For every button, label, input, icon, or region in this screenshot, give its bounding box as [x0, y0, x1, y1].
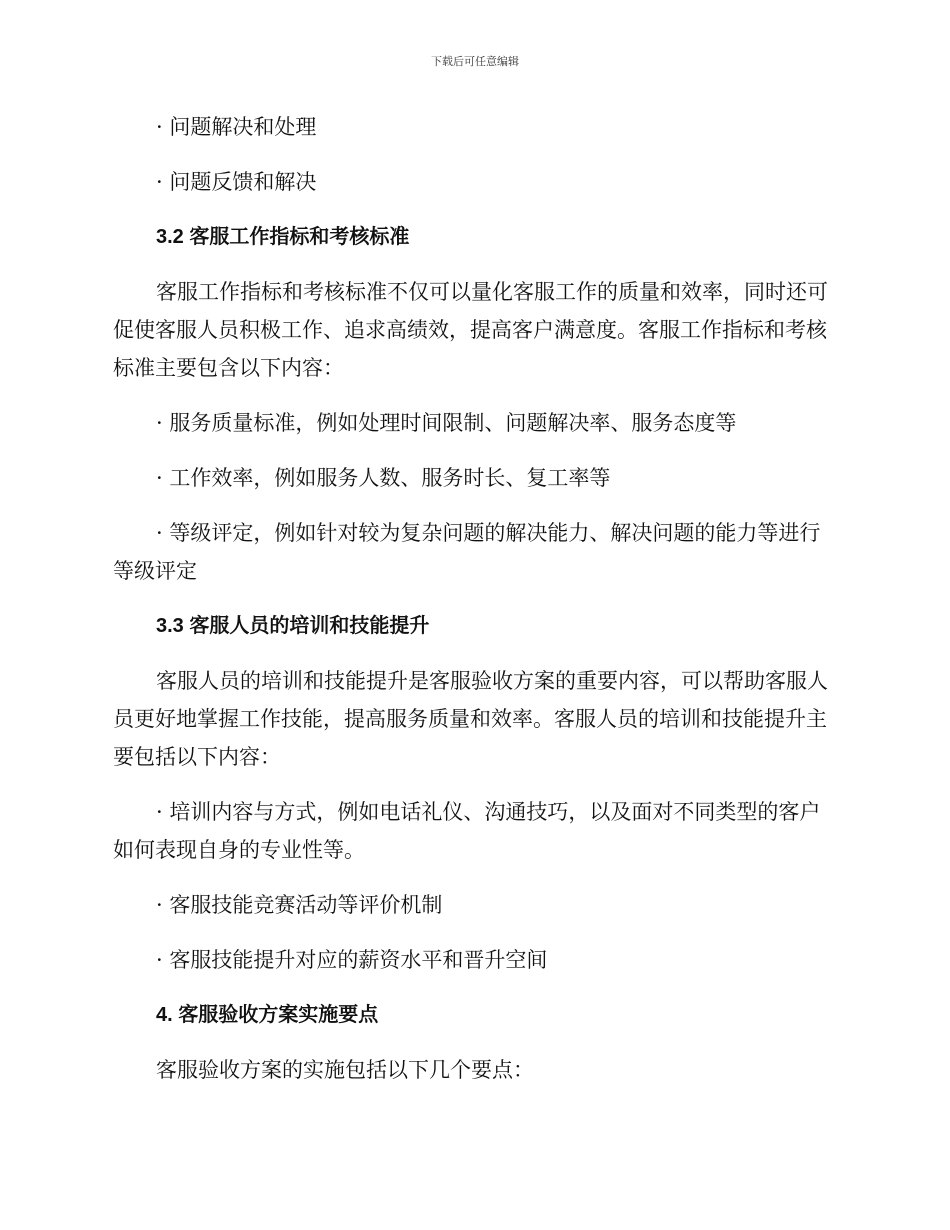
section-heading-4: 4. 客服验收方案实施要点 [156, 1004, 379, 1026]
section-heading-3-3: 3.3 客服人员的培训和技能提升 [156, 615, 430, 637]
paragraph: 客服人员的培训和技能提升是客服验收方案的重要内容，可以帮助客服人员更好地掌握工作技能，提高服务质量和效率。客服人员的培训和技能提升主要包括以下内容： [113, 669, 828, 769]
page-header: 下载后可任意编辑 [431, 55, 519, 68]
list-item: · 等级评定，例如针对较为复杂问题的解决能力、解决问题的能力等进行等级评定 [113, 521, 821, 583]
section-heading-3-2: 3.2 客服工作指标和考核标准 [156, 226, 410, 248]
paragraph: 客服工作指标和考核标准不仅可以量化客服工作的质量和效率，同时还可促使客服人员积极工作、追求高绩效，提高客户满意度。客服工作指标和考核标准主要包含以下内容： [113, 280, 828, 380]
list-item: · 工作效率，例如服务人数、服务时长、复工率等 [156, 466, 611, 490]
list-item: · 客服技能提升对应的薪资水平和晋升空间 [156, 948, 548, 972]
list-item: · 服务质量标准，例如处理时间限制、问题解决率、服务态度等 [156, 411, 737, 435]
document-body [113, 108, 833, 1089]
list-item: · 客服技能竞赛活动等评价机制 [156, 893, 443, 917]
list-item: · 问题解决和处理 [156, 115, 317, 139]
list-item: · 问题反馈和解决 [156, 170, 317, 194]
paragraph: 客服验收方案的实施包括以下几个要点： [156, 1058, 534, 1082]
list-item: · 培训内容与方式，例如电话礼仪、沟通技巧，以及面对不同类型的客户如何表现自身的专业性等。 [113, 800, 821, 862]
